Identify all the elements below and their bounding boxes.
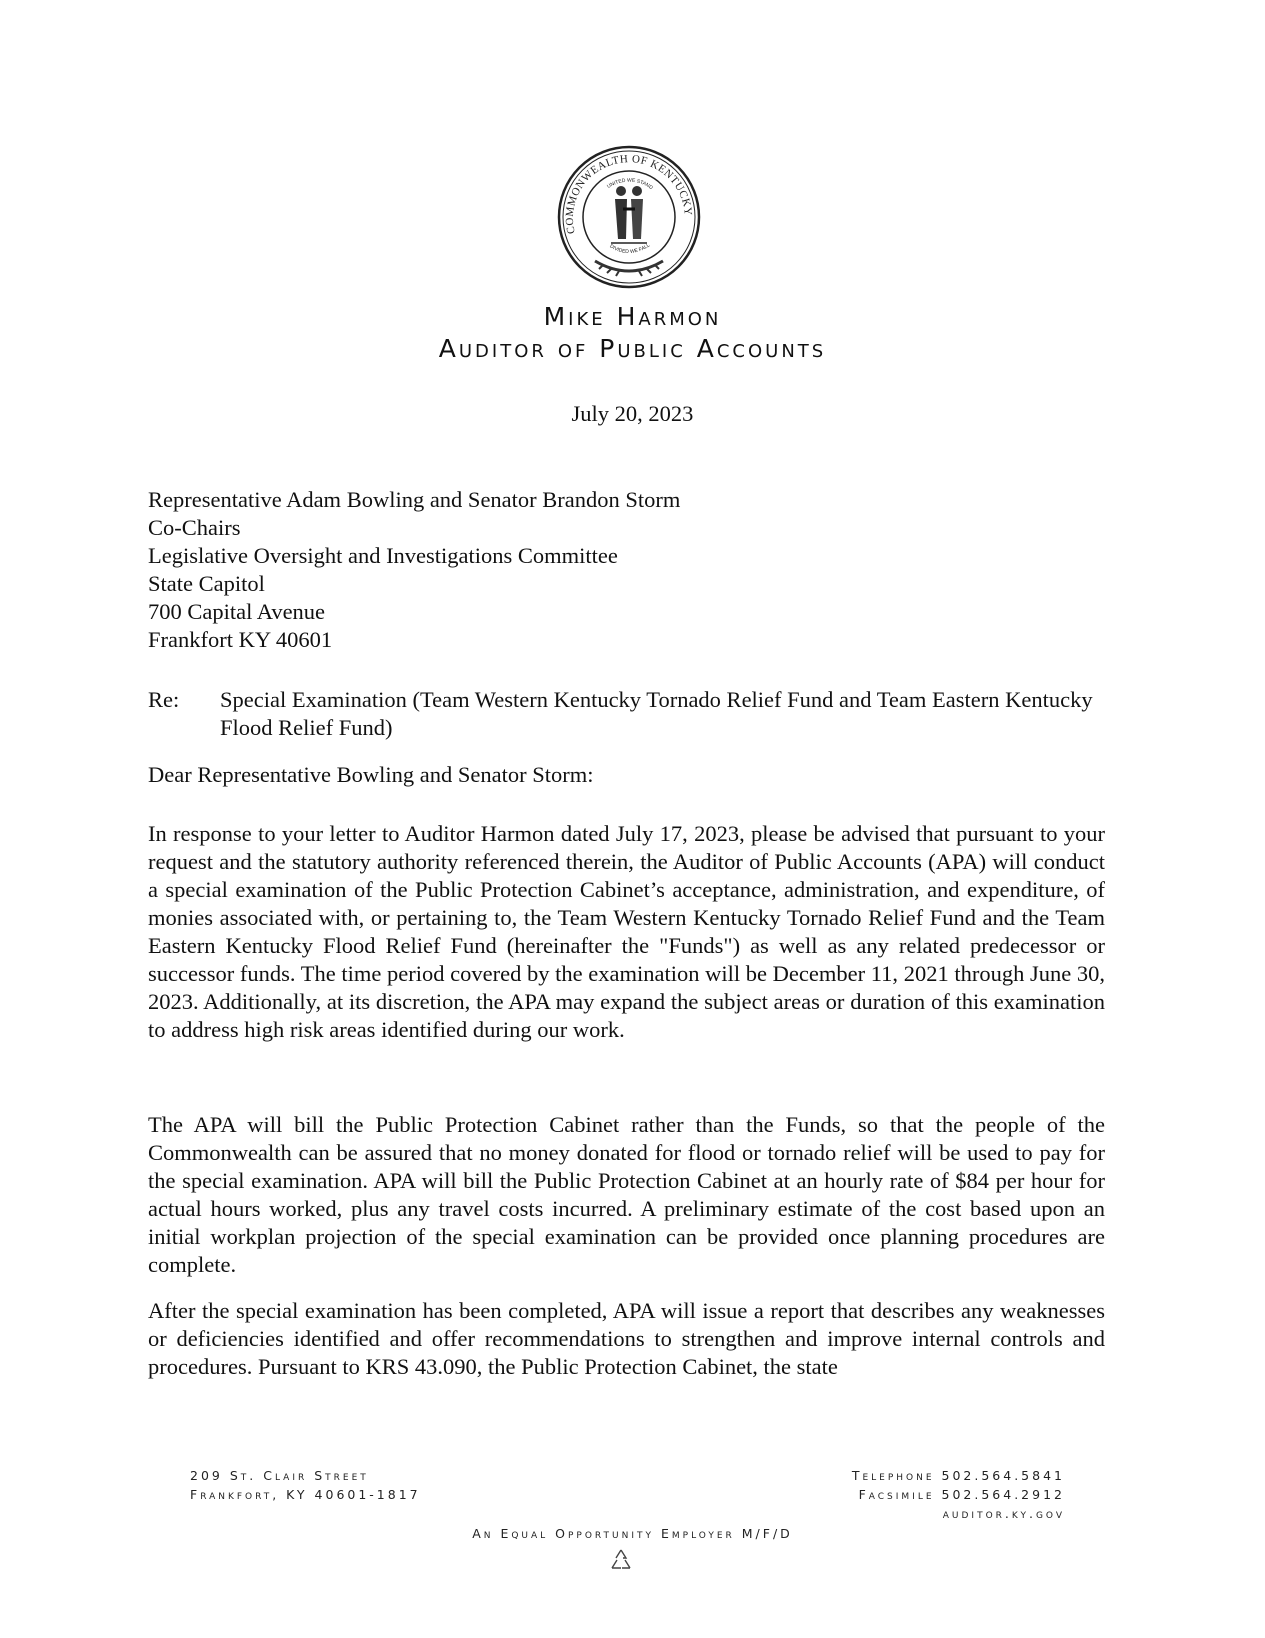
footer-eeo: An Equal Opportunity Employer M/F/D (472, 1526, 793, 1541)
footer-telephone: Telephone 502.564.5841 (851, 1468, 1065, 1483)
address-line: 700 Capital Avenue (148, 599, 326, 624)
footer-street: 209 St. Clair Street (190, 1468, 369, 1483)
kentucky-seal-icon (555, 143, 703, 291)
letterhead-title: Auditor of Public Accounts (438, 334, 827, 363)
body-paragraph-3: After the special examination has been completed, APA will issue a report that describes any weaknesses or deficiencies identified and offer recommendations to strengthen and improve internal controls and procedures. Pursuant to KRS 43.090, the Public Protection Cabinet, the state (148, 1298, 1105, 1379)
footer-contact (852, 1466, 1065, 1523)
footer-website: auditor.ky.gov (942, 1506, 1065, 1521)
recipient-address (148, 486, 1128, 654)
subject-label: Re: (148, 687, 180, 712)
svg-text:UNITED WE STAND (606, 178, 654, 192)
recycle-icon (608, 1548, 634, 1572)
subject-text: Special Examination (Team Western Kentucky Tornado Relief Fund and Team Eastern Kentucky Flood Relief Fund) (220, 687, 1093, 740)
letterhead-footer (0, 1466, 1265, 1586)
seal-top-motto: UNITED WE STAND (606, 177, 654, 192)
footer-address (190, 1466, 421, 1504)
body-paragraph-2: The APA will bill the Public Protection Cabinet rather than the Funds, so that the people of the Commonwealth can be assured that no money donated for flood or tornado relief will be used to pay for the special examination. APA will bill the Public Protection Cabinet at an hourly rate of $84 per hour for actual hours worked, plus any travel costs incurred. A preliminary estimate of the cost based upon an initial workplan projection of the special examination can be provided once planning procedures are complete. (148, 1112, 1105, 1277)
footer-facsimile: Facsimile 502.564.2912 (858, 1487, 1065, 1502)
address-line: State Capitol (148, 571, 265, 596)
address-line: Frankfort KY 40601 (148, 627, 333, 652)
footer-city: Frankfort, KY 40601-1817 (190, 1487, 421, 1502)
salutation: Dear Representative Bowling and Senator Storm: (148, 762, 594, 787)
body-paragraph-1: In response to your letter to Auditor Harmon dated July 17, 2023, please be advised that pursuant to your request and the statutory authority referenced therein, the Auditor of Public Accounts (APA) will conduct a special examination of the Public Protection Cabinet’s acceptance, administration, and expenditure, of monies associated with, or pertaining to, the Team Western Kentucky Tornado Relief Fund and the Team Eastern Kentucky Flood Relief Fund (hereinafter the "Funds") as well as any related predecessor or successor funds. The time period covered by the examination will be December 11, 2021 through June 30, 2023. Additionally, at its discretion, the APA may expand the subject areas or duration of this examination to address high risk areas identified during our work. (148, 821, 1105, 1042)
letterhead-name: Mike Harmon (543, 302, 722, 331)
svg-text:DIVIDED WE FALL (608, 242, 651, 255)
address-line: Legislative Oversight and Investigations Committee (148, 543, 618, 568)
letter-date: July 20, 2023 (571, 401, 694, 426)
seal-bottom-motto: DIVIDED WE FALL (608, 242, 652, 255)
address-line: Co-Chairs (148, 515, 241, 540)
address-line: Representative Adam Bowling and Senator Brandon Storm (148, 487, 681, 512)
seal-ring-text: COMMONWEALTH OF KENTUCKY (563, 153, 695, 235)
